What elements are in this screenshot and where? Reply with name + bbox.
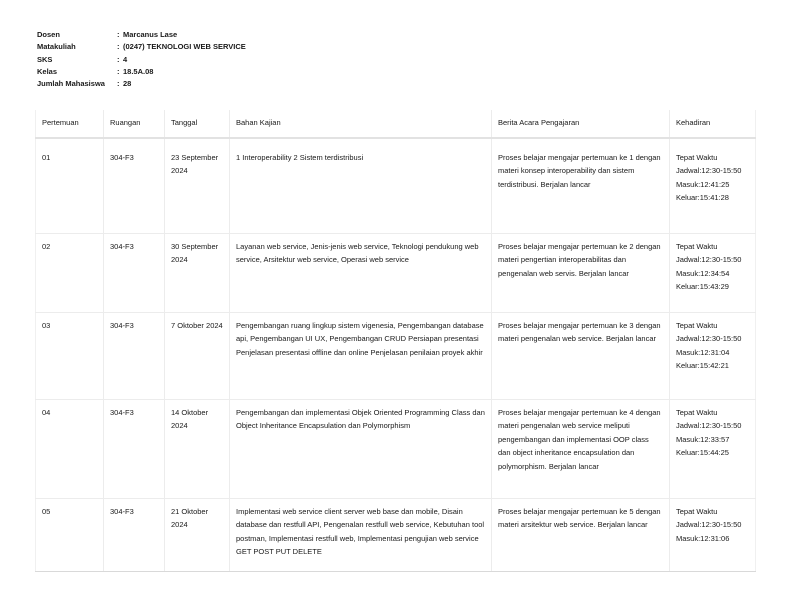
- table-header-row: [36, 110, 756, 138]
- kehadiran-status: Tepat Waktu: [676, 507, 718, 516]
- cell-berita-acara: Proses belajar mengajar pertemuan ke 2 dengan materi pengertian interoperabilitas dan pengenalan web servis. Berjalan lancar: [492, 234, 670, 313]
- cell-ruangan: 304-F3: [104, 499, 165, 572]
- cell-bahan-kajian: 1 Interoperability 2 Sistem terdistribusi: [230, 138, 492, 234]
- table-row: [36, 234, 756, 313]
- kehadiran-status: Tepat Waktu: [676, 242, 718, 251]
- kehadiran-masuk: Masuk:12:31:06: [676, 533, 730, 543]
- info-row-sks: [37, 54, 246, 66]
- cell-bahan-kajian: Layanan web service, Jenis-jenis web service, Teknologi pendukung web service, Arsitektur web service, Operasi web service: [230, 234, 492, 313]
- cell-ruangan: 304-F3: [104, 313, 165, 400]
- info-row-dosen: [37, 29, 246, 41]
- cell-berita-acara: Proses belajar mengajar pertemuan ke 3 dengan materi pengenalan web service. Berjalan lancar: [492, 313, 670, 400]
- attendance-table: [35, 110, 756, 572]
- kehadiran-status: Tepat Waktu: [676, 408, 718, 417]
- cell-pertemuan: 03: [36, 313, 104, 400]
- course-info: [37, 29, 246, 90]
- kehadiran-jadwal: Jadwal:12:30-15:50: [676, 255, 742, 265]
- kehadiran-jadwal: Jadwal:12:30-15:50: [676, 520, 742, 530]
- cell-berita-acara: Proses belajar mengajar pertemuan ke 5 dengan materi arsitektur web service. Berjalan lancar: [492, 499, 670, 572]
- header-tanggal: Tanggal: [165, 110, 230, 138]
- cell-tanggal: 30 September 2024: [165, 234, 230, 313]
- cell-pertemuan: 02: [36, 234, 104, 313]
- info-separator: :: [117, 42, 120, 52]
- table-row: [36, 138, 756, 234]
- table-row: [36, 499, 756, 572]
- table-row: [36, 400, 756, 499]
- cell-tanggal: 23 September 2024: [165, 138, 230, 234]
- kehadiran-jadwal: Jadwal:12:30-15:50: [676, 334, 742, 344]
- cell-tanggal: 7 Oktober 2024: [165, 313, 230, 400]
- kehadiran-keluar: Keluar:15:42:21: [676, 361, 729, 371]
- kehadiran-status: Tepat Waktu: [676, 321, 718, 330]
- kehadiran-masuk: Masuk:12:33:57: [676, 434, 730, 444]
- cell-kehadiran: [670, 138, 756, 234]
- info-label: SKS: [37, 54, 53, 64]
- cell-bahan-kajian: Pengembangan dan implementasi Objek Oriented Programming Class dan Object Inheritance Encapsulation dan Polymorphism: [230, 400, 492, 499]
- info-label: Dosen: [37, 30, 60, 39]
- info-value: 18.5A.08: [123, 66, 154, 76]
- info-separator: :: [117, 66, 120, 76]
- header-berita-acara: Berita Acara Pengajaran: [492, 110, 670, 138]
- kehadiran-jadwal: Jadwal:12:30-15:50: [676, 421, 742, 431]
- cell-kehadiran: [670, 234, 756, 313]
- cell-pertemuan: 01: [36, 138, 104, 234]
- cell-ruangan: 304-F3: [104, 138, 165, 234]
- table-row: [36, 313, 756, 400]
- info-value: 4: [123, 54, 128, 64]
- header-bahan-kajian: Bahan Kajian: [230, 110, 492, 138]
- info-value: (0247) TEKNOLOGI WEB SERVICE: [123, 42, 246, 52]
- kehadiran-status: Tepat Waktu: [676, 153, 718, 162]
- info-label: Kelas: [37, 66, 58, 76]
- kehadiran-jadwal: Jadwal:12:30-15:50: [676, 166, 742, 176]
- cell-tanggal: 14 Oktober 2024: [165, 400, 230, 499]
- info-separator: :: [117, 54, 120, 64]
- kehadiran-keluar: Keluar:15:43:29: [676, 282, 729, 292]
- header-pertemuan: Pertemuan: [36, 110, 104, 138]
- kehadiran-masuk: Masuk:12:31:04: [676, 347, 730, 357]
- header-ruangan: Ruangan: [104, 110, 165, 138]
- cell-bahan-kajian: Pengembangan ruang lingkup sistem vigenesia, Pengembangan database api, Pengembangan UI UX, Pengembangan CRUD Persiapan presentasi Penjelasan presentasi offline dan online Penjelasan penilaian proyek akhir: [230, 313, 492, 400]
- cell-pertemuan: 05: [36, 499, 104, 572]
- cell-ruangan: 304-F3: [104, 400, 165, 499]
- kehadiran-masuk: Masuk:12:34:54: [676, 268, 730, 278]
- info-row-matakuliah: [37, 41, 246, 53]
- kehadiran-masuk: Masuk:12:41:25: [676, 179, 730, 189]
- kehadiran-keluar: Keluar:15:41:28: [676, 193, 729, 203]
- info-row-jumlah-mahasiswa: [37, 78, 246, 90]
- cell-ruangan: 304-F3: [104, 234, 165, 313]
- info-separator: :: [117, 79, 120, 89]
- info-row-kelas: [37, 66, 246, 78]
- cell-bahan-kajian: Implementasi web service client server web base dan mobile, Disain database dan restfull API, Pengenalan restfull web service, Kebutuhan tool postman, Implementasi restfull web, Implementasi pengujian web service GET POST PUT DELETE: [230, 499, 492, 572]
- cell-kehadiran: [670, 400, 756, 499]
- info-separator: :: [117, 30, 120, 39]
- kehadiran-keluar: Keluar:15:44:25: [676, 448, 729, 458]
- info-value: Marcanus Lase: [123, 30, 178, 39]
- info-value: 28: [123, 79, 132, 89]
- info-label: Matakuliah: [37, 42, 76, 52]
- cell-kehadiran: [670, 499, 756, 572]
- cell-tanggal: 21 Oktober 2024: [165, 499, 230, 572]
- info-label: Jumlah Mahasiswa: [37, 79, 105, 89]
- header-kehadiran: Kehadiran: [670, 110, 756, 138]
- cell-berita-acara: Proses belajar mengajar pertemuan ke 1 dengan materi konsep interoperability dan sistem terdistribusi. Berjalan lancar: [492, 138, 670, 234]
- cell-berita-acara: Proses belajar mengajar pertemuan ke 4 dengan materi pengenalan web service meliputi pengembangan dan implementasi OOP class dan object inheritance encapsulation dan polymorphism. Berjalan lancar: [492, 400, 670, 499]
- cell-pertemuan: 04: [36, 400, 104, 499]
- cell-kehadiran: [670, 313, 756, 400]
